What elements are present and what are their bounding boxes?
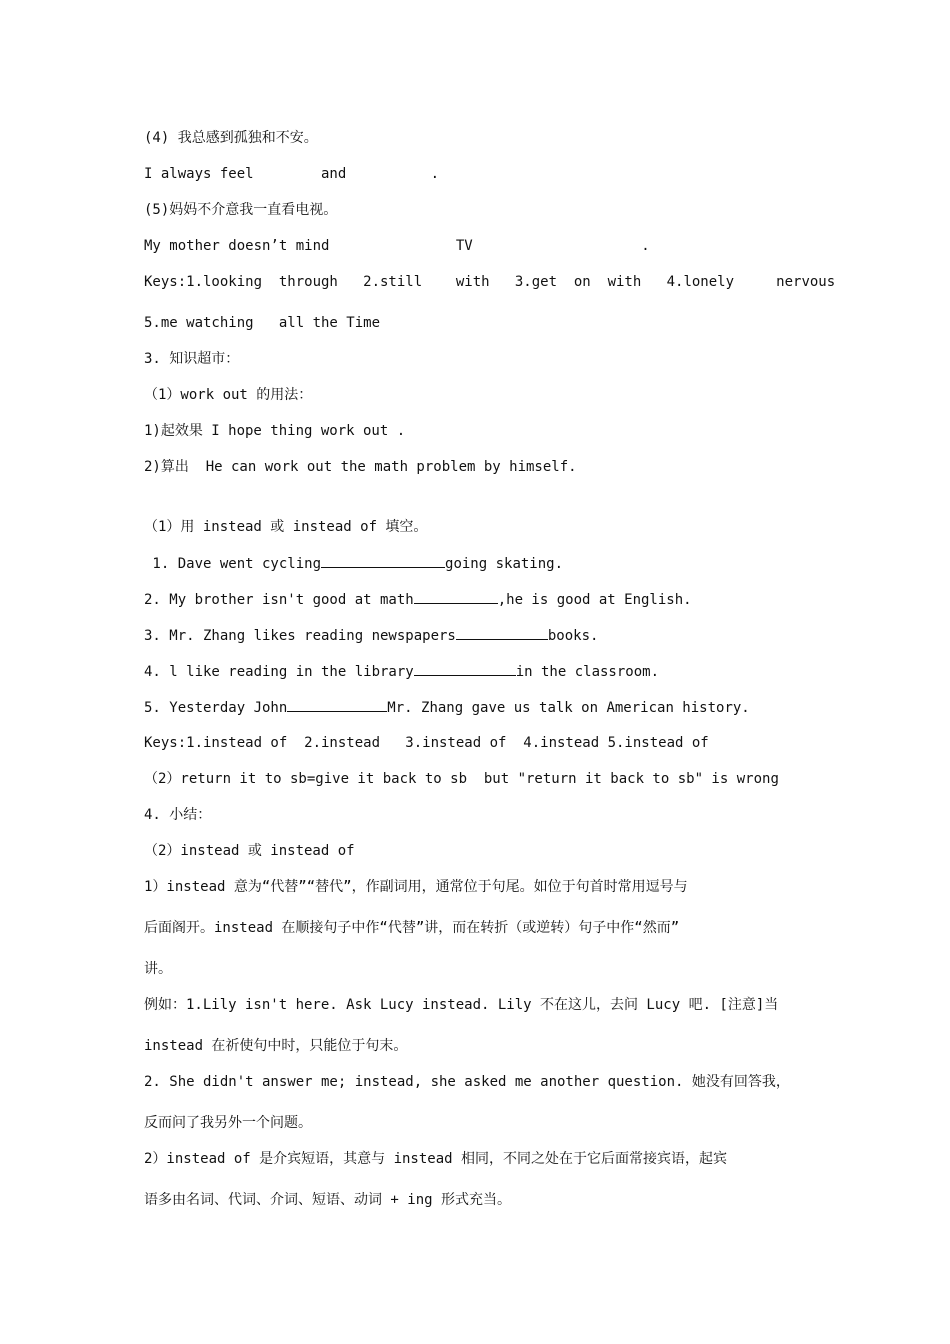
example-2-line-1: 2. She didn't answer me; instead, she asked me another question. 她没有回答我， — [144, 1074, 790, 1090]
fill-blank-1-start: 1. Dave went cycling — [144, 556, 322, 572]
keys-line-1: Keys:1.looking through 2.still with 3.get on with 4.lonely nervous — [144, 274, 836, 290]
exercise-4-prompt: (4) 我总感到孤独和不安。 — [144, 130, 318, 146]
fill-blank-3-start: 3. Mr. Zhang likes reading newspapers — [144, 628, 456, 644]
example-2-line-2: 反而问了我另外一个问题。 — [144, 1115, 312, 1131]
fill-blank-2 — [144, 589, 692, 610]
work-out-usage-2: 2)算出 He can work out the math problem by himself. — [144, 459, 577, 475]
blank-line — [414, 661, 516, 676]
work-out-usage-1: 1)起效果 I hope thing work out . — [144, 423, 406, 439]
section-4-heading: 4. 小结： — [144, 807, 212, 823]
blank-line — [456, 625, 548, 640]
exercise-4-sentence: I always feel and . — [144, 166, 440, 182]
instead-keys: Keys:1.instead of 2.instead 3.instead of 4.instead 5.instead of — [144, 735, 709, 751]
fill-blank-5-start: 5. Yesterday John — [144, 700, 288, 716]
example-1-line-1: 例如：1.Lily isn't here. Ask Lucy instead. Lily 不在这儿，去问 Lucy 吧. [注意]当 — [144, 997, 779, 1013]
instead-exercise-heading: （1）用 instead 或 instead of 填空。 — [144, 519, 428, 535]
fill-blank-5 — [144, 697, 750, 718]
summary-paragraph-2-line-2: 语多由名词、代词、介词、短语、动词 + ing 形式充当。 — [144, 1192, 511, 1208]
fill-blank-2-end: ,he is good at English. — [497, 592, 692, 608]
example-1-line-2: instead 在祈使句中时，只能位于句末。 — [144, 1038, 408, 1054]
instead-summary-heading: （2）instead 或 instead of — [144, 843, 355, 859]
blank-line — [287, 697, 387, 712]
fill-blank-5-end: Mr. Zhang gave us talk on American history. — [387, 700, 750, 716]
fill-blank-4-start: 4. l like reading in the library — [144, 664, 414, 680]
fill-blank-3-end: books. — [547, 628, 599, 644]
keys-line-2: 5.me watching all the Time — [144, 315, 381, 331]
blank-line — [414, 589, 498, 604]
exercise-5-sentence: My mother doesn’t mind TV . — [144, 238, 650, 254]
fill-blank-4 — [144, 661, 659, 682]
section-3-heading: 3. 知识超市： — [144, 351, 240, 367]
fill-blank-1 — [144, 553, 563, 574]
return-note: （2）return it to sb=give it back to sb but "return it back to sb" is wrong — [144, 771, 779, 787]
fill-blank-4-end: in the classroom. — [515, 664, 660, 680]
summary-paragraph-1-line-1: 1）instead 意为“代替”“替代”，作副词用，通常位于句尾。如位于句首时常用逗号与 — [144, 879, 688, 895]
summary-paragraph-1-line-3: 讲。 — [144, 961, 172, 977]
exercise-5-prompt: (5)妈妈不介意我一直看电视。 — [144, 202, 338, 218]
summary-paragraph-1-line-2: 后面阁开。instead 在顺接句子中作“代替”讲，而在转折（或逆转）句子中作“然而” — [144, 920, 680, 936]
fill-blank-1-end: going skating. — [445, 556, 564, 572]
fill-blank-2-start: 2. My brother isn't good at math — [144, 592, 414, 608]
work-out-usage-heading: （1）work out 的用法： — [144, 387, 313, 403]
fill-blank-3 — [144, 625, 598, 646]
blank-line — [321, 553, 445, 568]
summary-paragraph-2-line-1: 2）instead of 是介宾短语，其意与 instead 相同，不同之处在于它后面常接宾语，起宾 — [144, 1151, 728, 1167]
